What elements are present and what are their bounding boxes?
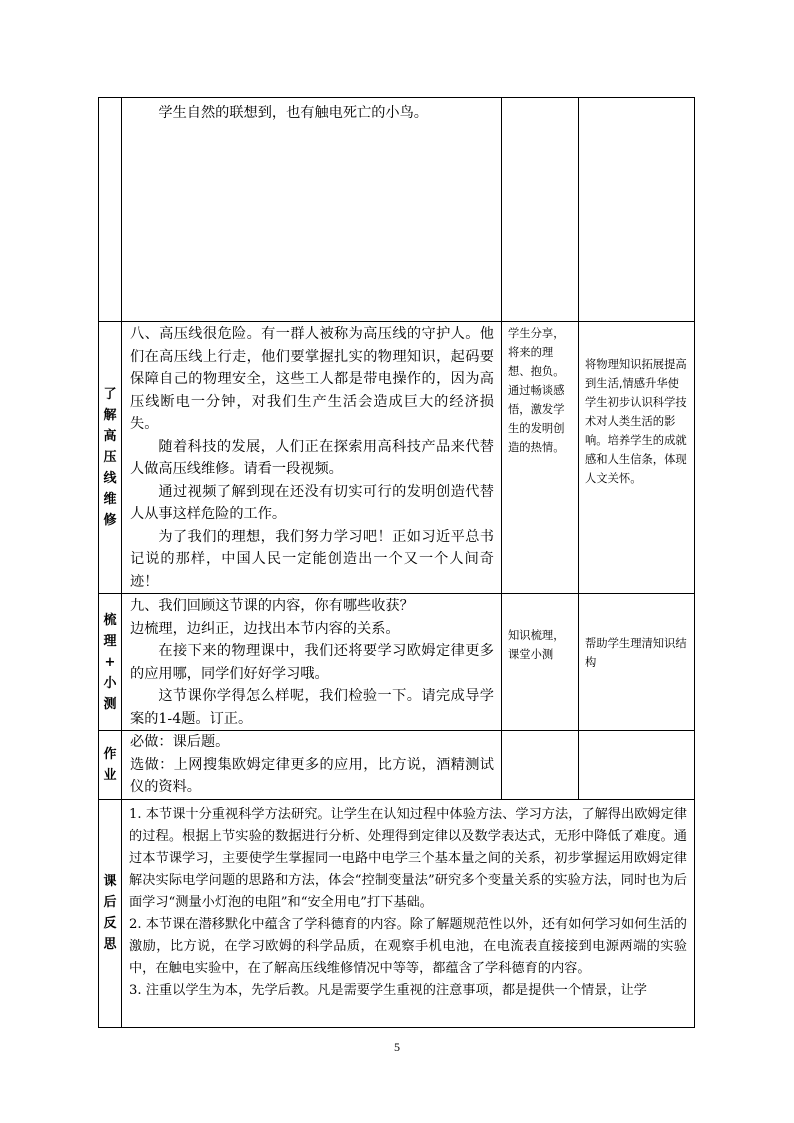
reflection-paragraph: 1. 本节课十分重视科学方法研究。让学生在认知过程中体验方法、学习方法，了解得出欧姆定律的过程。根据上节实验的数据进行分析、处理得到定律以及数学表达式，无形中降低了难度。通过本节课学习，主要使学生掌握同一电路中电学三个基本量之间的关系，初步掌握运用欧姆定律解决实际电学问题的思路和方法，体会“控制变量法”研究多个变量关系的实验方法，同时也为后面学习“测量小灯泡的电阻”和“安全用电”打下基础。 bbox=[129, 806, 687, 910]
table-row-review bbox=[99, 594, 695, 731]
section-label-review: 梳 理 + 小 测 bbox=[99, 594, 122, 731]
content-paragraph: 通过视频了解到现在还没有切实可行的发明创造代替人从事这样危险的工作。 bbox=[130, 483, 494, 522]
section-label-empty bbox=[99, 98, 122, 322]
table-row-reflection bbox=[99, 799, 695, 1027]
table-row-continuation bbox=[99, 98, 695, 322]
student-activity-cell bbox=[502, 731, 579, 800]
section-label-high-voltage: 了 解 高 压 线 维 修 bbox=[99, 322, 122, 594]
teaching-content-cell bbox=[122, 322, 502, 594]
reflection-paragraph: 3. 注重以学生为本，先学后教。凡是需要学生重视的注意事项，都是提供一个情景，让学 bbox=[129, 982, 647, 998]
table-row-homework bbox=[99, 731, 695, 800]
design-intent-cell: 帮助学生理清知识结构 bbox=[579, 594, 695, 731]
design-intent-cell bbox=[579, 731, 695, 800]
reflection-paragraph: 2. 本节课在潜移默化中蕴含了学科德育的内容。除了解题规范性以外，还有如何学习如何生活的激励，比方说，在学习欧姆的科学品质，在观察手机电池，在电流表直接接到电源两端的实验中，在触电实验中，在了解高压线维修情况中等等，都蕴含了学科德育的内容。 bbox=[129, 916, 687, 976]
teaching-content-cell bbox=[122, 594, 502, 731]
content-paragraph: 为了我们的理想，我们努力学习吧！正如习近平总书记说的那样，中国人民一定能创造出一个又一个人间奇迹！ bbox=[130, 528, 494, 590]
lesson-plan-table bbox=[98, 97, 695, 1028]
student-activity-cell bbox=[502, 98, 579, 322]
section-label-reflection: 课 后 反 思 bbox=[99, 799, 122, 1027]
content-paragraph: 九、我们回顾这节课的内容，你有哪些收获？ bbox=[130, 598, 414, 614]
content-paragraph: 这节课你学得怎么样呢，我们检验一下。请完成导学案的1-4题。订正。 bbox=[130, 688, 494, 727]
content-paragraph: 边梳理，边纠正，边找出本节内容的关系。 bbox=[130, 620, 400, 637]
page-number: 5 bbox=[394, 1040, 400, 1054]
content-paragraph: 必做：课后题。 bbox=[130, 734, 230, 750]
table-row-high-voltage bbox=[99, 322, 695, 594]
content-paragraph: 随着科技的发展，人们正在探索用高科技产品来代替人做高压线维修。请看一段视频。 bbox=[130, 438, 494, 477]
reflection-cell bbox=[122, 799, 695, 1027]
section-label-homework: 作 业 bbox=[99, 731, 122, 800]
design-intent-cell bbox=[579, 98, 695, 322]
content-paragraph: 选做：上网搜集欧姆定律更多的应用，比方说，酒精测试仪的资料。 bbox=[130, 756, 494, 795]
teaching-content-cell bbox=[122, 98, 502, 322]
content-paragraph: 在接下来的物理课中，我们还将要学习欧姆定律更多的应用哪，同学们好好学习哦。 bbox=[130, 643, 494, 682]
student-activity-cell: 知识梳理，课堂小测 bbox=[502, 594, 579, 731]
content-paragraph: 八、高压线很危险。有一群人被称为高压线的守护人。他们在高压线上行走，他们要掌握扎实的物理知识，起码要保障自己的物理安全，这些工人都是带电操作的，因为高压线断电一分钟，对我们生产生活会造成巨大的经济损失。 bbox=[130, 326, 494, 432]
content-paragraph: 学生自然的联想到，也有触电死亡的小鸟。 bbox=[158, 105, 428, 121]
student-activity-cell: 学生分享，将来的理想、抱负。通过畅谈感悟，激发学生的发明创造的热情。 bbox=[502, 322, 579, 594]
design-intent-cell: 将物理知识拓展提高到生活,情感升华使学生初步认识科学技术对人类生活的影响。培养学生的成就感和人生信条，体现人文关怀。 bbox=[579, 322, 695, 594]
teaching-content-cell bbox=[122, 731, 502, 800]
